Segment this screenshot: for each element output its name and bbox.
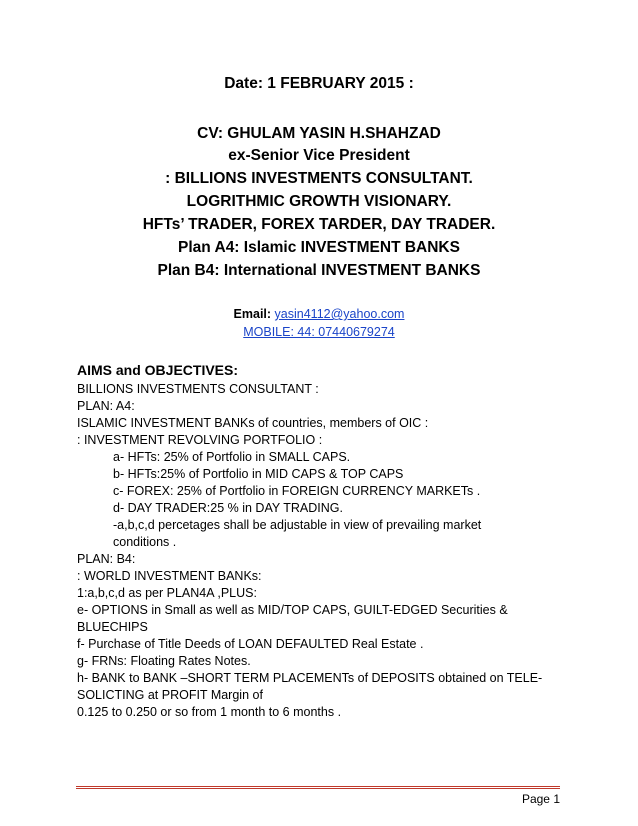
aims-heading: AIMS and OBJECTIVES:	[77, 362, 239, 378]
mobile-line[interactable]: MOBILE: 44: 07440679274	[243, 325, 395, 339]
footer-divider	[76, 786, 560, 787]
body-line: h- BANK to BANK –SHORT TERM PLACEMENTs of DEPOSITS obtained on TELE-	[77, 671, 543, 685]
body-line: 0.125 to 0.250 or so from 1 month to 6 months .	[77, 705, 342, 719]
role-line: ex-Senior Vice President	[228, 147, 410, 164]
vision-line: LOGRITHMIC GROWTH VISIONARY.	[186, 193, 452, 210]
body-line: f- Purchase of Title Deeds of LOAN DEFAULTED Real Estate .	[77, 637, 424, 651]
email-link[interactable]: yasin4112@yahoo.com	[274, 307, 405, 321]
company-line: : BILLIONS INVESTMENTS CONSULTANT.	[165, 170, 473, 187]
plan-a4-line: Plan A4: Islamic INVESTMENT BANKS	[178, 239, 460, 256]
body-line: e- OPTIONS in Small as well as MID/TOP CAPS, GUILT-EDGED Securities &	[77, 603, 508, 617]
body-line: : INVESTMENT REVOLVING PORTFOLIO :	[77, 433, 323, 447]
body-line: 1:a,b,c,d as per PLAN4A ,PLUS:	[77, 586, 257, 600]
body-line: BILLIONS INVESTMENTS CONSULTANT :	[77, 382, 319, 396]
list-item: -a,b,c,d percetages shall be adjustable in view of prevailing market	[113, 518, 482, 532]
list-item: d- DAY TRADER:25 % in DAY TRADING.	[113, 501, 343, 515]
body-line: PLAN: A4:	[77, 399, 135, 413]
footer-divider-secondary	[76, 788, 560, 789]
body-line: ISLAMIC INVESTMENT BANKs of countries, members of OIC :	[77, 416, 429, 430]
email-line	[0, 307, 638, 321]
list-item: c- FOREX: 25% of Portfolio in FOREIGN CURRENCY MARKETs .	[113, 484, 481, 498]
body-line: : WORLD INVESTMENT BANKs:	[77, 569, 262, 583]
cv-title: CV: GHULAM YASIN H.SHAHZAD	[197, 125, 441, 142]
list-item: b- HFTs:25% of Portfolio in MID CAPS & TOP CAPS	[113, 467, 404, 481]
body-line: SOLICTING at PROFIT Margin of	[77, 688, 263, 702]
date-line: Date: 1 FEBRUARY 2015 :	[224, 75, 414, 92]
list-item: conditions .	[113, 535, 177, 549]
body-line: g- FRNs: Floating Rates Notes.	[77, 654, 251, 668]
trader-line: HFTs’ TRADER, FOREX TARDER, DAY TRADER.	[142, 216, 496, 233]
body-line: BLUECHIPS	[77, 620, 148, 634]
email-label: Email:	[233, 307, 275, 321]
plan-b4-line: Plan B4: International INVESTMENT BANKS	[157, 262, 481, 279]
body-line: PLAN: B4:	[77, 552, 136, 566]
list-item: a- HFTs: 25% of Portfolio in SMALL CAPS.	[113, 450, 351, 464]
page-number: Page 1	[521, 792, 560, 806]
